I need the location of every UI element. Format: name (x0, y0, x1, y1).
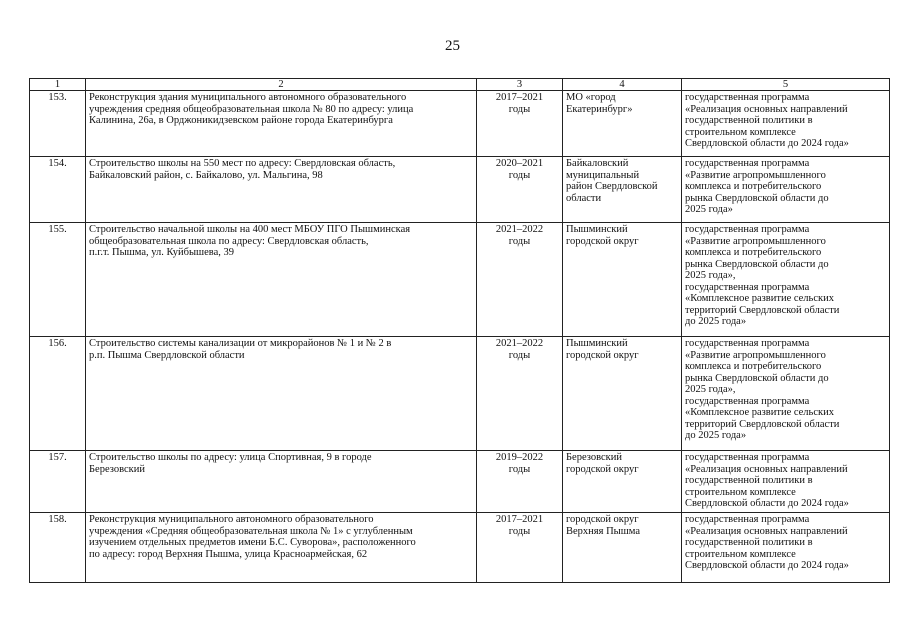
period-cell: 2019–2022 годы (477, 451, 563, 513)
row-number: 156. (30, 337, 86, 451)
row-number: 154. (30, 157, 86, 223)
table-row (30, 337, 890, 451)
program-cell: государственная программа «Реализация основных направлений государственной политики в строительном комплексе Свердловской области до 2024 года» (682, 513, 890, 583)
row-number: 157. (30, 451, 86, 513)
program-cell: государственная программа «Реализация основных направлений государственной политики в строительном комплексе Свердловской области до 2024 года» (682, 91, 890, 157)
program-cell: государственная программа «Развитие агропромышленного комплекса и потребительского рынка Свердловской области до 2025 года», государственная программа «Комплексное развитие сельских территорий Свердловской области до 2025 года» (682, 337, 890, 451)
table-row (30, 157, 890, 223)
object-name-cell: Реконструкция здания муниципального автономного образовательного учреждения средняя общеобразовательная школа № 80 по адресу: улица Калинина, 26а, в Орджоникидзевском районе города Екатеринбурга (86, 91, 477, 157)
period-cell: 2017–2021 годы (477, 91, 563, 157)
program-cell: государственная программа «Реализация основных направлений государственной политики в строительном комплексе Свердловской области до 2024 года» (682, 451, 890, 513)
objects-table (29, 78, 890, 583)
municipality-cell: городской округ Верхняя Пышма (563, 513, 682, 583)
municipality-cell: Березовский городской округ (563, 451, 682, 513)
table-row (30, 451, 890, 513)
municipality-cell: МО «город Екатеринбург» (563, 91, 682, 157)
period-cell: 2021–2022 годы (477, 337, 563, 451)
program-cell: государственная программа «Развитие агропромышленного комплекса и потребительского рынка Свердловской области до 2025 года» (682, 157, 890, 223)
municipality-cell: Пышминский городской округ (563, 337, 682, 451)
municipality-cell: Пышминский городской округ (563, 223, 682, 337)
object-name-cell: Строительство школы по адресу: улица Спортивная, 9 в городе Березовский (86, 451, 477, 513)
row-number: 153. (30, 91, 86, 157)
period-cell: 2017–2021 годы (477, 513, 563, 583)
page-number: 25 (445, 38, 460, 54)
table-header-row (30, 79, 890, 91)
table-row (30, 91, 890, 157)
row-number: 155. (30, 223, 86, 337)
table-row (30, 513, 890, 583)
object-name-cell: Строительство системы канализации от микрорайонов № 1 и № 2 в р.п. Пышма Свердловской области (86, 337, 477, 451)
column-header-5: 5 (682, 79, 890, 91)
object-name-cell: Реконструкция муниципального автономного образовательного учреждения «Средняя общеобразовательная школа № 1» с углубленным изучением отдельных предметов имени Б.С. Суворова», расположенного по адресу: город Верхняя Пышма, улица Красноармейская, 62 (86, 513, 477, 583)
program-cell: государственная программа «Развитие агропромышленного комплекса и потребительского рынка Свердловской области до 2025 года», государственная программа «Комплексное развитие сельских территорий Свердловской области до 2025 года» (682, 223, 890, 337)
column-header-2: 2 (86, 79, 477, 91)
column-header-1: 1 (30, 79, 86, 91)
table-row (30, 223, 890, 337)
column-header-3: 3 (477, 79, 563, 91)
column-header-4: 4 (563, 79, 682, 91)
object-name-cell: Строительство школы на 550 мест по адресу: Свердловская область, Байкаловский район, с. Байкалово, ул. Мальгина, 98 (86, 157, 477, 223)
row-number: 158. (30, 513, 86, 583)
period-cell: 2021–2022 годы (477, 223, 563, 337)
municipality-cell: Байкаловский муниципальный район Свердловской области (563, 157, 682, 223)
period-cell: 2020–2021 годы (477, 157, 563, 223)
object-name-cell: Строительство начальной школы на 400 мест МБОУ ПГО Пышминская общеобразовательная школа по адресу: Свердловская область, п.г.т. Пышма, ул. Куйбышева, 39 (86, 223, 477, 337)
